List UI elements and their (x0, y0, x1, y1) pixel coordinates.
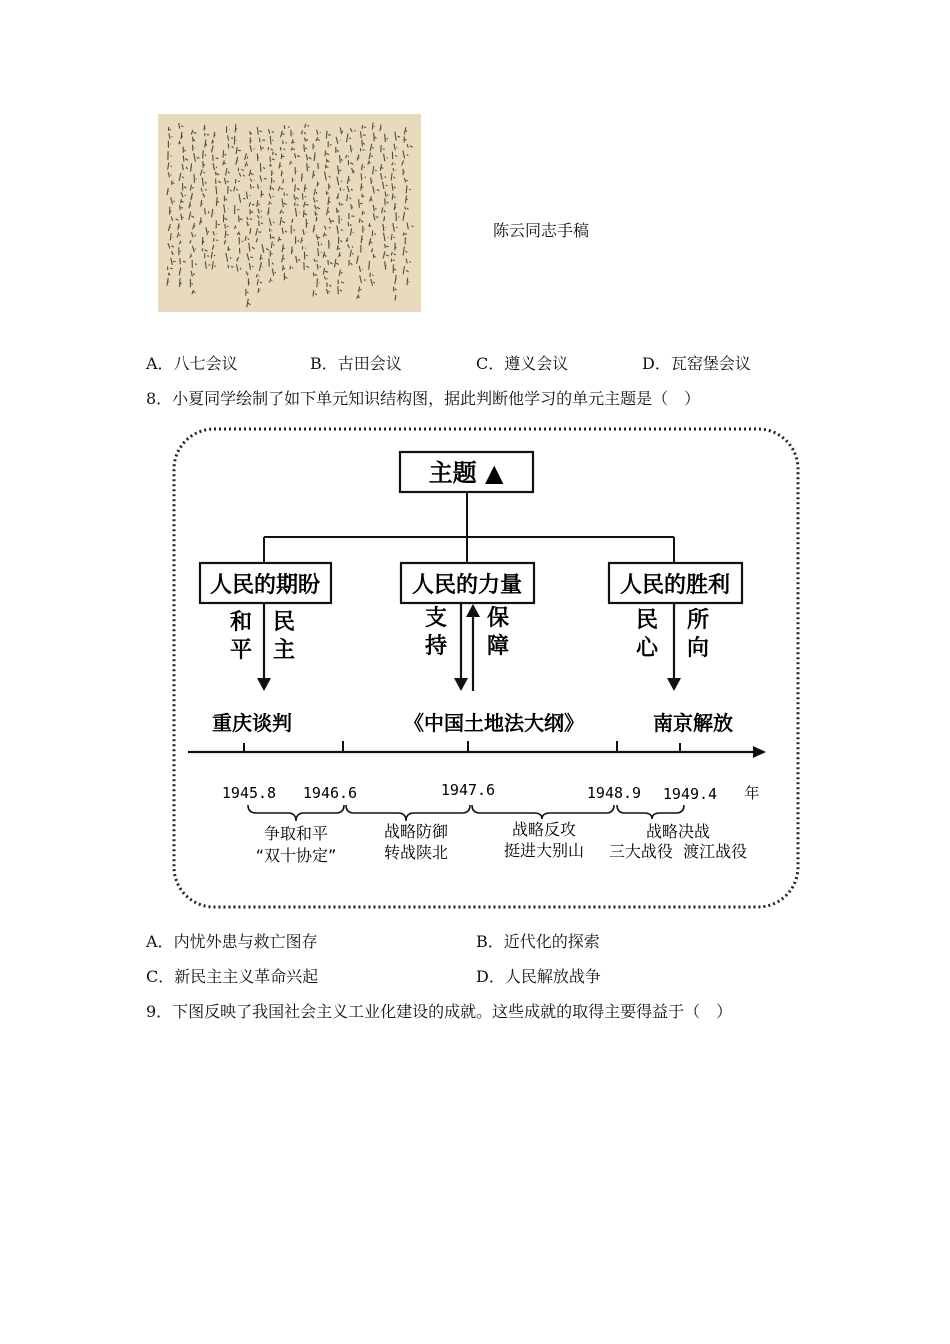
date-1945: 1945.8 (221, 784, 277, 802)
box-expectation-label: 人民的期盼 (209, 573, 321, 598)
phase-4-line2: 三大战役 渡江战役 (608, 842, 748, 861)
option-text: 近代化的探索 (503, 932, 600, 951)
option-label: A． (146, 354, 174, 373)
label-support: 支持 (424, 606, 448, 659)
date-1948: 1948.9 (586, 784, 642, 802)
phase-2-line1: 战略防御 (383, 822, 449, 841)
phase-1-line1: 争取和平 (263, 824, 329, 843)
option-label: D． (642, 354, 671, 373)
phase-1-line2: “双十协定” (255, 846, 337, 865)
phase-3-line2: 挺进大别山 (503, 841, 585, 860)
label-popular: 民心 (635, 608, 659, 661)
event-chongqing: 重庆谈判 (212, 711, 292, 735)
label-will: 所向 (686, 608, 710, 661)
option-text: 遵义会议 (504, 354, 569, 373)
option-text: 人民解放战争 (504, 967, 601, 986)
theme-label: 主题 ▲ (428, 459, 504, 487)
label-peace: 和平 (229, 610, 253, 663)
brace-phase-2 (346, 805, 470, 821)
option-label: A． (146, 932, 174, 951)
q8-option-b[interactable] (476, 932, 600, 952)
option-label: C． (146, 967, 175, 986)
arrow-up-head (466, 604, 480, 617)
option-text: 新民主主义革命兴起 (174, 967, 319, 986)
date-1947: 1947.6 (440, 781, 496, 799)
arrow-down-head (454, 678, 468, 691)
date-1949: 1949.4 (662, 785, 718, 803)
event-nanjing: 南京解放 (653, 711, 733, 735)
year-unit: 年 (744, 784, 760, 802)
brace-phase-3 (472, 805, 614, 819)
manuscript-caption: 陈云同志手稿 (493, 221, 590, 240)
option-label: D． (476, 967, 505, 986)
knowledge-structure-diagram (170, 425, 802, 913)
option-label: B． (476, 932, 504, 951)
q7-option-b[interactable] (310, 354, 402, 374)
option-text: 瓦窑堡会议 (670, 354, 751, 373)
manuscript-handwriting (158, 114, 421, 312)
event-land-law: 《中国土地法大纲》 (404, 711, 584, 735)
q7-option-a[interactable] (146, 354, 238, 374)
arrow-left-head (257, 678, 271, 691)
option-label: B． (310, 354, 338, 373)
phase-3-line1: 战略反攻 (511, 820, 577, 839)
label-democracy: 民主 (272, 610, 296, 663)
option-text: 古田会议 (337, 354, 402, 373)
brace-phase-4 (617, 805, 684, 819)
box-victory-label: 人民的胜利 (619, 573, 731, 598)
manuscript-image (158, 114, 421, 312)
q8-option-d[interactable] (476, 967, 601, 987)
arrow-right-head (667, 678, 681, 691)
brace-phase-1 (248, 805, 344, 821)
phase-braces (248, 805, 684, 821)
q7-option-d[interactable] (642, 354, 751, 374)
box-strength-label: 人民的力量 (411, 573, 523, 598)
phase-2-line2: 转战陕北 (383, 843, 449, 862)
phase-4-line1: 战略决战 (645, 822, 711, 841)
q9-stem: 9．下图反映了我国社会主义工业化建设的成就。这些成就的取得主要得益于（ ） (146, 1002, 733, 1021)
timeline-arrow-head (753, 746, 766, 758)
q7-option-c[interactable] (476, 354, 568, 374)
option-label: C． (476, 354, 505, 373)
q8-stem: 8．小夏同学绘制了如下单元知识结构图，据此判断他学习的单元主题是（ ） (146, 389, 701, 408)
date-1946: 1946.6 (302, 784, 358, 802)
option-text: 八七会议 (173, 354, 238, 373)
q8-option-a[interactable] (146, 932, 318, 952)
q8-option-c[interactable] (146, 967, 318, 987)
option-text: 内忧外患与救亡图存 (173, 932, 318, 951)
label-guarantee: 保障 (486, 606, 510, 659)
